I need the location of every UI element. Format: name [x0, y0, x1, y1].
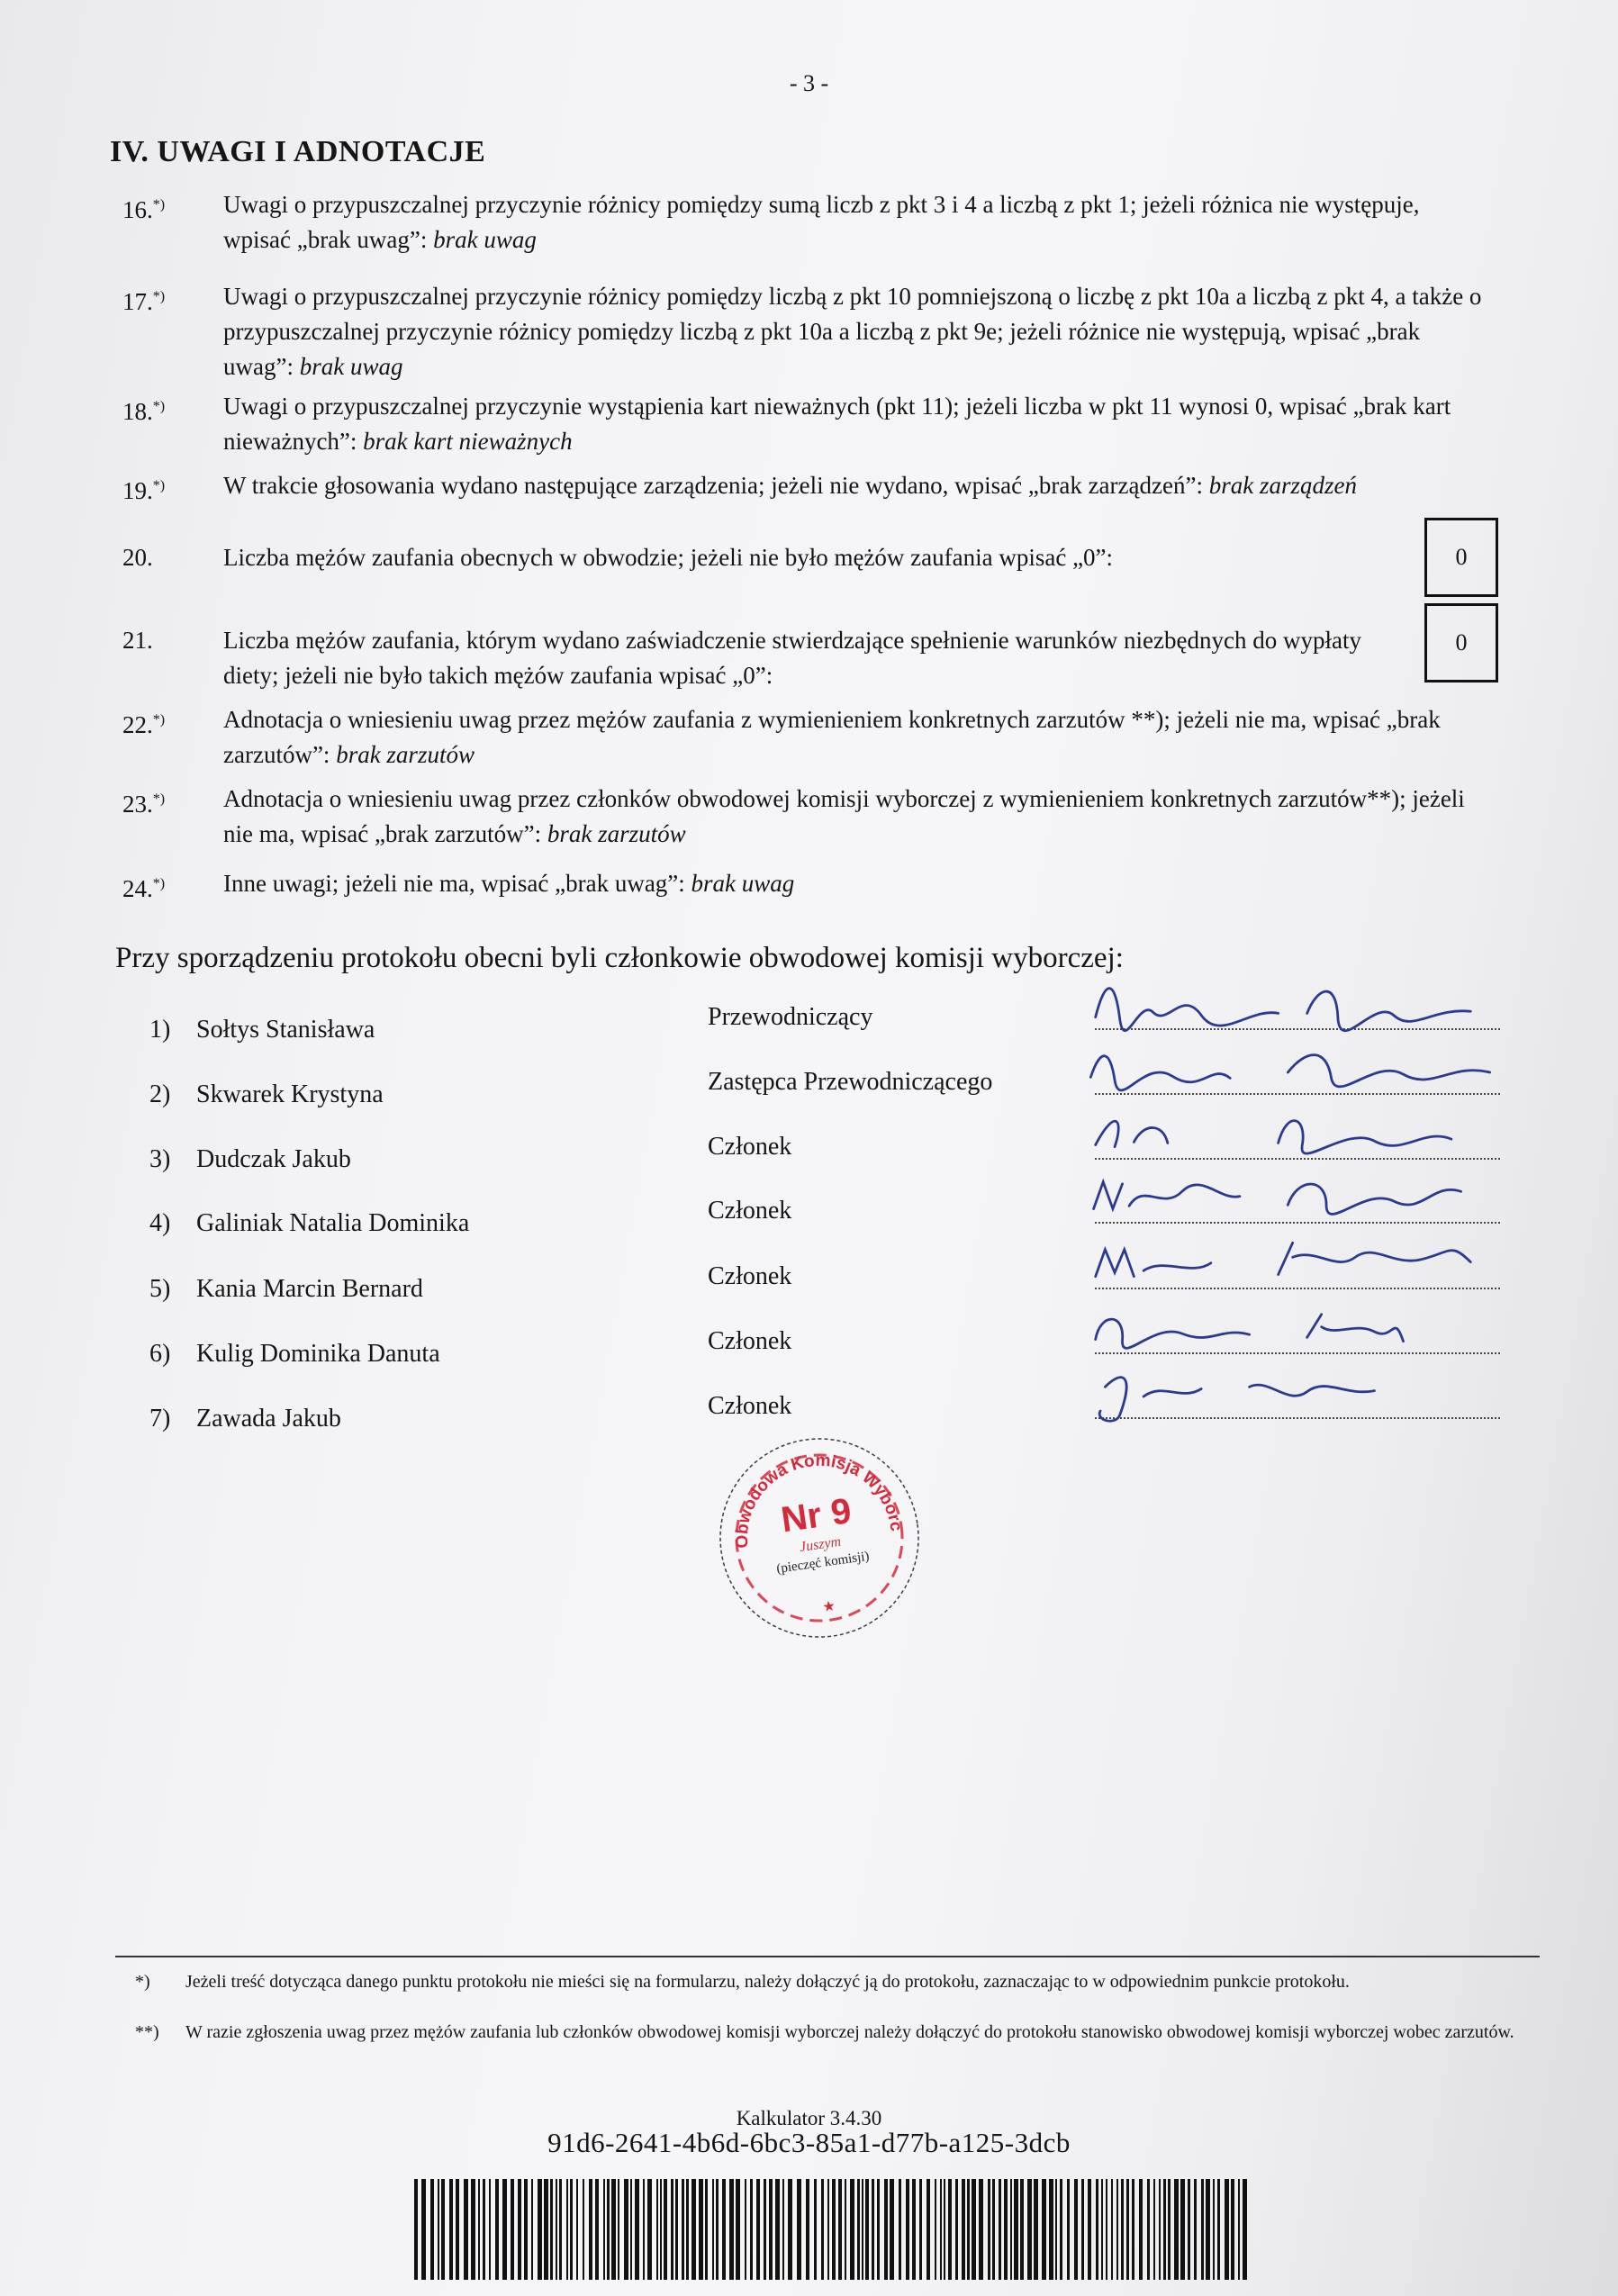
- remark-number: [122, 866, 221, 907]
- remark-number-text: 23.: [122, 791, 153, 818]
- signature-image: [1086, 1235, 1509, 1298]
- remark-text: Uwagi o przypuszczalnej przyczynie różnicy pomiędzy liczbą z pkt 10 pomniejszoną o liczbę z pkt 10a a liczbą z pkt 4, a także o przypuszczalnej przyczynie różnicy pomiędzy liczbą z pkt 10a a liczbą z pkt 9e; jeżeli różnice nie występują, wpisać „brak uwag”:: [223, 283, 1482, 380]
- signature-image: [1086, 1365, 1509, 1428]
- remark-answer: brak uwag: [691, 870, 795, 897]
- remark-item: [122, 187, 1493, 258]
- footnote-marker: *): [152, 399, 166, 414]
- remark-text: Liczba mężów zaufania, którym wydano zaświadczenie stwierdzające spełnienie warunków niezbędnych do wypłaty diety; jeżeli nie było takich mężów zaufania wpisać „0”:: [223, 627, 1361, 689]
- remark-number: [122, 540, 221, 575]
- member-role: Członek: [708, 1197, 792, 1225]
- stamp-place: Juszym: [798, 1533, 843, 1556]
- member-index: 2): [149, 1080, 171, 1108]
- footnote-text: Jeżeli treść dotycząca danego punktu protokołu nie mieści się na formularzu, należy dołączyć ją do protokołu, zaznaczając to w odpowiednim punkcie protokołu.: [185, 1972, 1350, 1992]
- member-name: Sołtys Stanisława: [196, 1016, 375, 1044]
- remark-text-block: [223, 702, 1493, 773]
- page-number: - 3 -: [789, 70, 829, 96]
- document-hash: 91d6-2641-4b6d-6bc3-85a1-d77b-a125-3dcb: [547, 2127, 1071, 2158]
- remark-answer: brak kart nieważnych: [363, 428, 573, 455]
- remark-number: [122, 782, 221, 822]
- footnote-item: [135, 1966, 1518, 1997]
- member-name: Zawada Jakub: [196, 1405, 341, 1433]
- member-name: Dudczak Jakub: [196, 1145, 351, 1173]
- footnote-marker: *): [152, 791, 166, 807]
- signature-image: [1086, 976, 1509, 1039]
- remark-answer: brak zarzutów: [547, 820, 686, 847]
- remark-item: [122, 279, 1493, 384]
- remark-answer: brak zarządzeń: [1208, 472, 1357, 499]
- member-role: Zastępca Przewodniczącego: [708, 1068, 993, 1096]
- member-index: 3): [149, 1145, 171, 1173]
- footnote-marker: *): [152, 197, 166, 212]
- remark-item: [122, 468, 1493, 503]
- remark-text: Uwagi o przypuszczalnej przyczynie różnicy pomiędzy sumą liczb z pkt 3 i 4 a liczbą z pkt 1; jeżeli różnica nie występuje, wpisać „brak uwag”:: [223, 191, 1420, 253]
- signature-image: [1086, 1106, 1509, 1169]
- footnote-rule: [115, 1956, 1540, 1957]
- member-index: 6): [149, 1340, 171, 1368]
- remark-text-block: [223, 623, 1394, 693]
- stamp-caption: (pieczęć komisji): [775, 1549, 871, 1577]
- member-role: Członek: [708, 1133, 792, 1161]
- footnote-marker: *): [152, 876, 166, 891]
- remark-answer: brak uwag: [299, 353, 403, 380]
- member-role: Członek: [708, 1327, 792, 1355]
- stamp-number: Nr 9: [778, 1491, 854, 1541]
- remark-text: Inne uwagi; jeżeli nie ma, wpisać „brak uwag”:: [223, 870, 685, 897]
- remark-item: [122, 866, 1493, 901]
- barcode: [414, 2179, 1252, 2280]
- members-heading: Przy sporządzeniu protokołu obecni byli członkowie obwodowej komisji wyborczej:: [115, 942, 1124, 974]
- footnote-text: W razie zgłoszenia uwag przez mężów zaufania lub członków obwodowej komisji wyborczej należy dołączyć do protokołu stanowisko obwodowej komisji wyborczej wobec zarzutów.: [185, 2022, 1514, 2042]
- remark-number: [122, 702, 221, 743]
- footnote-item: [135, 2017, 1518, 2047]
- member-name: Kania Marcin Bernard: [196, 1275, 423, 1303]
- calculator-version: Kalkulator 3.4.30: [736, 2107, 882, 2129]
- remark-text-block: [223, 468, 1493, 503]
- remark-number-text: 19.: [122, 477, 153, 504]
- remark-item: [122, 782, 1493, 852]
- member-name: Skwarek Krystyna: [196, 1080, 384, 1108]
- footnote-marker: *): [152, 478, 166, 493]
- box-item-21: 0: [1424, 603, 1498, 682]
- stamp-ring-text: Obwodowa Komisja Wyborcza: [732, 1451, 906, 1550]
- footnote-marker: *): [152, 289, 166, 304]
- remark-text: W trakcie głosowania wydano następujące zarządzenia; jeżeli nie wydano, wpisać „brak zarządzeń”:: [223, 472, 1203, 499]
- remark-item: [122, 540, 1394, 575]
- remark-text: Uwagi o przypuszczalnej przyczynie wystąpienia kart nieważnych (pkt 11); jeżeli liczba w pkt 11 wynosi 0, wpisać „brak kart nieważnych”:: [223, 393, 1451, 455]
- member-name: Galiniak Natalia Dominika: [196, 1209, 470, 1237]
- signature-image: [1086, 1300, 1509, 1363]
- remark-number-text: 21.: [122, 627, 153, 654]
- svg-text:★: ★: [821, 1598, 837, 1616]
- remark-number-text: 17.: [122, 288, 153, 315]
- footnote-mark: **): [135, 2022, 159, 2042]
- svg-text:Obwodowa Komisja Wyborcza: [711, 1421, 906, 1558]
- member-role: Członek: [708, 1262, 792, 1290]
- remark-item: [122, 623, 1394, 693]
- remark-number-text: 18.: [122, 398, 153, 425]
- remark-text-block: [223, 782, 1493, 852]
- signature-image: [1086, 1170, 1509, 1233]
- remark-number-text: 24.: [122, 875, 153, 902]
- signature-image: [1086, 1041, 1509, 1104]
- member-name: Kulig Dominika Danuta: [196, 1340, 440, 1368]
- box-item-20: 0: [1424, 518, 1498, 597]
- remark-text: Adnotacja o wniesieniu uwag przez członków obwodowej komisji wyborczej z wymienieniem konkretnych zarzutów**); jeżeli nie ma, wpisać „brak zarzutów”:: [223, 785, 1465, 847]
- remark-number-text: 20.: [122, 544, 153, 571]
- remark-answer: brak uwag: [433, 226, 537, 253]
- member-index: 5): [149, 1275, 171, 1303]
- remark-number: [122, 623, 221, 658]
- commission-stamp: [711, 1421, 927, 1655]
- remark-text-block: [223, 540, 1394, 575]
- remark-text-block: [223, 866, 1493, 901]
- remark-number: [122, 279, 221, 320]
- remark-text-block: [223, 279, 1493, 384]
- member-role: Przewodniczący: [708, 1003, 873, 1031]
- member-role: Członek: [708, 1392, 792, 1420]
- remark-answer: brak zarzutów: [336, 741, 475, 768]
- remark-item: [122, 389, 1493, 459]
- remark-number-text: 16.: [122, 196, 153, 223]
- remark-text-block: [223, 389, 1493, 459]
- footnote-mark: *): [135, 1972, 150, 1992]
- remark-item: [122, 702, 1493, 773]
- member-index: 7): [149, 1405, 171, 1433]
- remark-number: [122, 468, 221, 509]
- remark-number: [122, 187, 221, 228]
- remark-text-block: [223, 187, 1493, 258]
- member-index: 1): [149, 1016, 171, 1044]
- remark-text: Liczba mężów zaufania obecnych w obwodzie; jeżeli nie było mężów zaufania wpisać „0”:: [223, 544, 1114, 571]
- remark-number: [122, 389, 221, 429]
- remark-text: Adnotacja o wniesieniu uwag przez mężów zaufania z wymienieniem konkretnych zarzutów **); jeżeli nie ma, wpisać „brak zarzutów”:: [223, 706, 1441, 768]
- member-index: 4): [149, 1209, 171, 1237]
- remark-number-text: 22.: [122, 711, 153, 738]
- footnote-marker: *): [152, 712, 166, 728]
- section-title: IV. UWAGI I ADNOTACJE: [110, 135, 486, 168]
